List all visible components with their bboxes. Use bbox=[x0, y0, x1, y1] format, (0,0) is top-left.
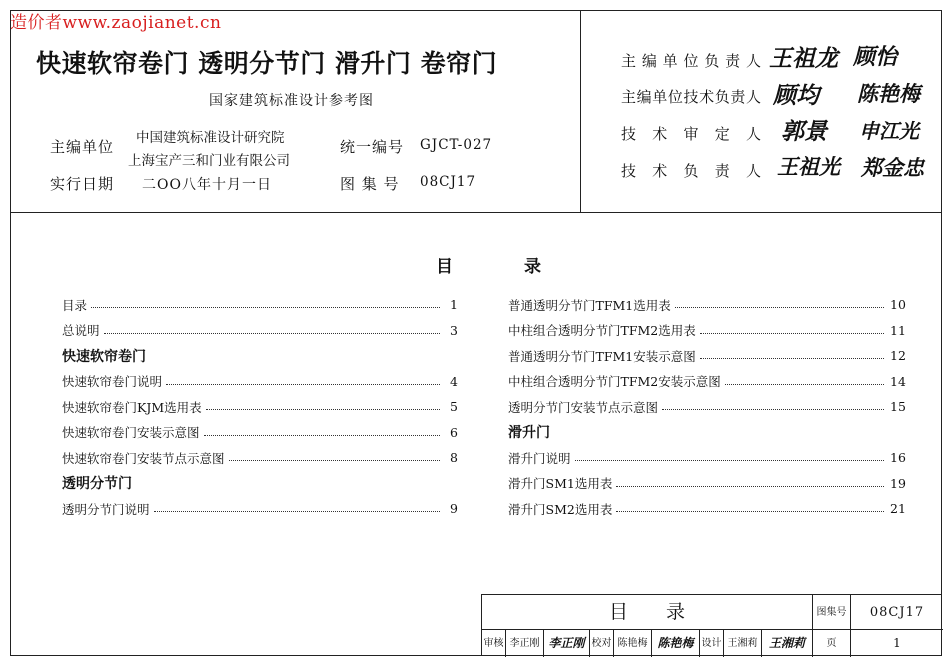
toc-title-char: 录 bbox=[524, 257, 541, 277]
toc-leader-dots bbox=[662, 409, 884, 410]
toc-entry-page: 16 bbox=[890, 450, 906, 466]
toc-entry-title: 快速软帘卷门安装节点示意图 bbox=[62, 450, 225, 466]
header-left-panel bbox=[10, 10, 581, 213]
toc-entry[interactable] bbox=[508, 292, 906, 318]
toc-leader-dots bbox=[166, 384, 440, 385]
check-label: 校对 bbox=[590, 630, 614, 657]
responsible-row bbox=[621, 86, 761, 107]
toc-leader-dots bbox=[575, 460, 884, 461]
toc-entry-title: 透明分节门说明 bbox=[62, 501, 150, 517]
toc-section-heading bbox=[62, 343, 458, 369]
check-signature: 陈艳梅 bbox=[652, 630, 700, 657]
toc-entry-page: 4 bbox=[450, 373, 458, 389]
signature: 申江光 bbox=[859, 119, 919, 143]
design-signature: 王湘莉 bbox=[762, 630, 813, 657]
toc-leader-dots bbox=[725, 384, 884, 385]
toc-entry[interactable] bbox=[62, 394, 458, 420]
responsible-label: 主编单位技术负责人 bbox=[621, 88, 761, 106]
toc-leader-dots bbox=[104, 333, 440, 334]
toc-leader-dots bbox=[229, 460, 440, 461]
watermark-text: 造价者www.zaojianet.cn bbox=[10, 13, 222, 33]
responsible-row bbox=[621, 50, 761, 71]
toc-entry[interactable] bbox=[62, 292, 458, 318]
atlas-value: 08CJ17 bbox=[420, 174, 477, 190]
toc-entry-title: 快速软帘卷门说明 bbox=[62, 374, 163, 390]
date-value: 二OO八年十月一日 bbox=[142, 177, 272, 193]
toc-entry[interactable] bbox=[508, 394, 906, 420]
toc-leader-dots bbox=[616, 486, 884, 487]
toc-entry-title: 透明分节门安装节点示意图 bbox=[508, 399, 659, 415]
toc-left-column bbox=[62, 292, 458, 522]
toc-entry-page: 19 bbox=[890, 475, 906, 491]
toc-entry-title: 快速软帘卷门安装示意图 bbox=[62, 425, 200, 441]
toc-right-column bbox=[508, 292, 906, 522]
check-name: 陈艳梅 bbox=[614, 630, 652, 657]
toc-entry-title: 普通透明分节门TFM1选用表 bbox=[508, 297, 671, 313]
toc-entry-page: 12 bbox=[890, 348, 906, 364]
responsible-row bbox=[621, 160, 761, 181]
toc-entry[interactable] bbox=[508, 318, 906, 344]
design-label: 设计 bbox=[700, 630, 724, 657]
toc-entry[interactable] bbox=[62, 445, 458, 471]
signature: 郑金忠 bbox=[861, 155, 924, 180]
date-label: 实行日期 bbox=[50, 175, 115, 193]
toc-leader-dots bbox=[675, 307, 884, 308]
toc-leader-dots bbox=[91, 307, 440, 308]
header-right-panel bbox=[581, 10, 942, 213]
toc-entry-title: 快速软帘卷门KJM选用表 bbox=[62, 399, 202, 415]
toc-entry-title: 中柱组合透明分节门TFM2安装示意图 bbox=[508, 374, 721, 390]
page-value: 1 bbox=[893, 636, 901, 650]
toc-entry-page: 15 bbox=[890, 399, 906, 415]
toc-entry[interactable] bbox=[508, 369, 906, 395]
toc-leader-dots bbox=[616, 511, 884, 512]
toc-section-heading bbox=[508, 420, 902, 446]
signature: 王祖龙 bbox=[769, 45, 838, 72]
toc-leader-dots bbox=[204, 435, 440, 436]
signature: 郭景 bbox=[781, 118, 827, 145]
toc-entry[interactable] bbox=[62, 420, 458, 446]
toc-entry-page: 6 bbox=[450, 424, 458, 440]
signature: 陈艳梅 bbox=[857, 81, 920, 106]
page-title: 快速软帘卷门 透明分节门 滑升门 卷帘门 bbox=[36, 49, 498, 78]
toc-entry-page: 9 bbox=[450, 501, 458, 517]
toc-entry[interactable] bbox=[62, 496, 458, 522]
header bbox=[10, 10, 942, 213]
code-label: 统一编号 bbox=[340, 138, 405, 156]
responsible-label: 技术负责人 bbox=[621, 162, 761, 180]
toc-entry[interactable] bbox=[62, 369, 458, 395]
review-label: 审核 bbox=[482, 630, 506, 657]
toc-entry-page: 11 bbox=[890, 322, 906, 338]
toc-leader-dots bbox=[154, 511, 440, 512]
design-name: 王湘莉 bbox=[724, 630, 762, 657]
page-label: 页 bbox=[813, 630, 851, 657]
atlas-label: 图 集 号 bbox=[340, 175, 400, 193]
review-name: 李正刚 bbox=[506, 630, 544, 657]
toc-leader-dots bbox=[700, 358, 884, 359]
toc-entry-page: 1 bbox=[450, 297, 458, 313]
toc-entry[interactable] bbox=[508, 471, 906, 497]
title-block-title: 目录 bbox=[482, 595, 813, 630]
responsible-row bbox=[621, 123, 761, 144]
toc-entry-title: 滑升门SM2选用表 bbox=[508, 501, 613, 517]
chief-editor-unit-2: 上海宝产三和门业有限公司 bbox=[128, 153, 290, 169]
toc-entry-page: 10 bbox=[890, 297, 906, 313]
code-value: GJCT-027 bbox=[420, 137, 493, 153]
page-subtitle: 国家建筑标准设计参考图 bbox=[209, 93, 374, 109]
toc-leader-dots bbox=[206, 409, 440, 410]
toc-title-char: 目 bbox=[436, 257, 453, 277]
toc-entry-page: 8 bbox=[450, 450, 458, 466]
toc-entry-title: 普通透明分节门TFM1安装示意图 bbox=[508, 348, 696, 364]
responsible-label: 技术审定人 bbox=[621, 125, 761, 143]
toc-entry-title: 滑升门说明 bbox=[508, 450, 571, 466]
signature: 王祖光 bbox=[777, 154, 840, 179]
toc-section-label: 透明分节门 bbox=[62, 476, 132, 493]
toc-entry-page: 5 bbox=[450, 399, 458, 415]
toc-entry[interactable] bbox=[508, 445, 906, 471]
toc-leader-dots bbox=[700, 333, 884, 334]
signature: 顾均 bbox=[773, 82, 819, 109]
toc-entry-page: 14 bbox=[890, 373, 906, 389]
toc-entry[interactable] bbox=[62, 318, 458, 344]
toc-section-label: 滑升门 bbox=[508, 425, 550, 442]
toc-entry-title: 目录 bbox=[62, 297, 88, 313]
toc-entry-page: 21 bbox=[890, 501, 906, 517]
atlas-label: 图集号 bbox=[813, 595, 851, 630]
review-signature: 李正刚 bbox=[544, 630, 590, 657]
chief-editor-label: 主编单位 bbox=[50, 138, 115, 156]
responsible-label: 主编单位负责人 bbox=[621, 52, 761, 70]
toc-entry-title: 滑升门SM1选用表 bbox=[508, 476, 613, 492]
atlas-value: 08CJ17 bbox=[869, 605, 925, 620]
toc-section-heading bbox=[62, 471, 458, 497]
toc-entry-title: 中柱组合透明分节门TFM2选用表 bbox=[508, 323, 696, 339]
toc-entry[interactable] bbox=[508, 496, 906, 522]
toc-entry-page: 3 bbox=[450, 322, 458, 338]
signature: 顾怡 bbox=[853, 44, 898, 70]
chief-editor-unit-1: 中国建筑标准设计研究院 bbox=[136, 130, 285, 146]
toc-section-label: 快速软帘卷门 bbox=[62, 348, 146, 365]
toc-entry-title: 总说明 bbox=[62, 323, 100, 339]
title-block bbox=[481, 594, 942, 656]
toc-entry[interactable] bbox=[508, 343, 906, 369]
